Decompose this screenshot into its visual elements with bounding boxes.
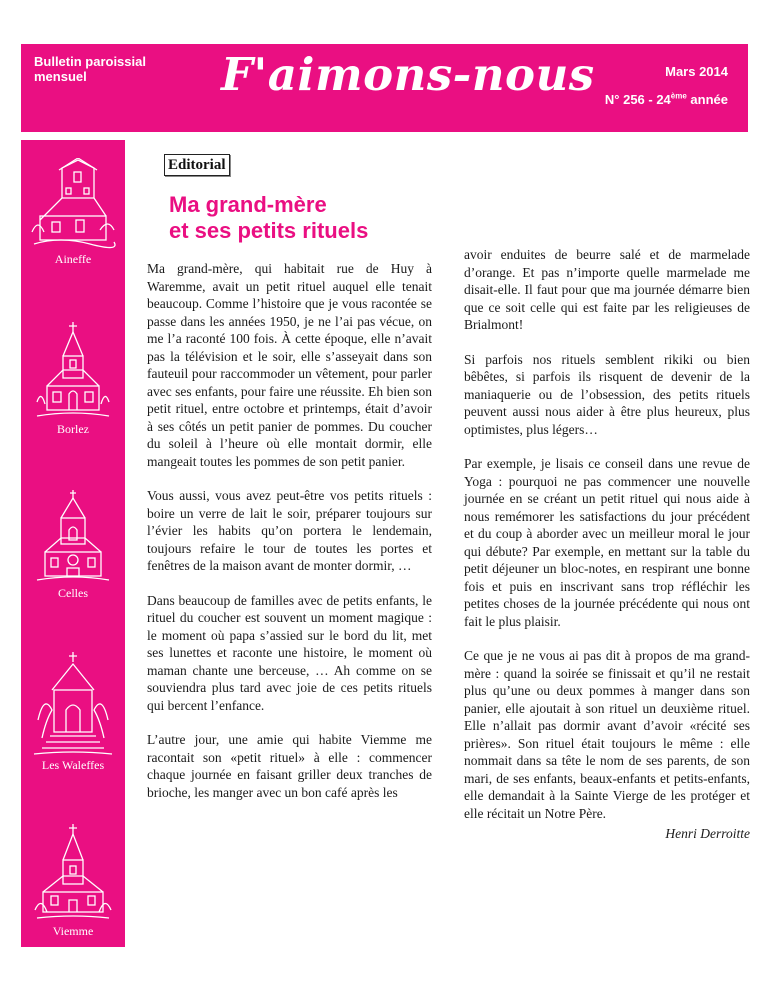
village-label: Les Waleffes xyxy=(41,758,105,772)
church-icon xyxy=(33,488,113,584)
paragraph: Ma grand-mère, qui habitait rue de Huy à Waremme, avait un petit rituel auquel elle tenait beaucoup. Comme l’histoire que je vous racontée se passe dans les années 1950, je ne l’ai pas vécue, on me l’a raconté 100 fois. À cette époque, elle n’avait pas la télévision et le soir, elle s’asseyait dans son fauteuil pour raccommoder un vêtement, pour parler avec ses enfants, pour faire une réussite. Eh bien son petit rituel, entre octobre et printemps, était d’avoir à ses côtés un petit panier de pommes. Du coucher du soleil à l’heure où elle montait dormir, elle mangeait toutes les pommes de son petit panier. xyxy=(147,261,432,469)
issue-info xyxy=(605,58,728,114)
paragraph: Par exemple, je lisais ce conseil dans une revue de Yoga : pourquoi ne pas commencer une nouvelle journée en se créant un petit rituel qui nous aide à nous remémorer les satisfactions du jour précédent et du coup à aborder avec un meilleur moral le jour qui débute? Par exemple, en mettant sur la table du petit déjeuner un bloc-notes, en respirant une bonne fois et puis en inscrivant sans trop réfléchir les petites choses de la journée précédente qui nous ont fait le plus plaisir. xyxy=(464,456,750,629)
village-celles xyxy=(21,488,125,601)
church-icon xyxy=(33,822,113,922)
village-aineffe xyxy=(21,158,125,267)
church-icon xyxy=(33,320,113,420)
author-signature: Henri Derroitte xyxy=(665,826,750,841)
village-sidebar xyxy=(21,140,125,947)
paragraph: avoir enduites de beurre salé et de marmelade d’orange. Et pas n’importe quelle marmelade me disait-elle. Il faut pour que ma journée démarre bien que ce soit celle qui est faite par les religieuses de Brialmont! xyxy=(464,247,750,332)
paragraph: L’autre jour, une amie qui habite Viemme me racontait son «petit rituel» à elle : commencer chaque journée en faisant griller deux tranches de brioche, les manger avec un bon café après les xyxy=(147,732,432,800)
issue-date: Mars 2014 xyxy=(665,64,728,79)
chapel-icon xyxy=(30,650,116,756)
headline-line2: et ses petits rituels xyxy=(169,218,369,243)
village-label: Viemme xyxy=(52,924,94,938)
church-tower-icon xyxy=(30,158,116,250)
village-les-waleffes xyxy=(21,650,125,773)
article-column-1 xyxy=(147,260,432,818)
village-label: Celles xyxy=(58,586,88,600)
issue-number: N° 256 - 24ème année xyxy=(604,91,728,107)
paragraph: Dans beaucoup de familles avec de petits enfants, le rituel du coucher est souvent un moment magique : le moment où papa s’assied sur le bord du lit, met ses lunettes et raconte une histoire, le moment où maman chante une berceuse, … Ah comme on se souviendra plus tard avec joie de ces petits rituels qui bercent l’enfance. xyxy=(147,592,432,713)
paragraph: Vous aussi, vous avez peut-être vos petits rituels : boire un verre de lait le soir, préparer toujours sur l’évier les habits qu’on portera le lendemain, toujours refaire le tour de toutes les portes et fenêtres de la maison avant de monter dormir, … xyxy=(147,488,432,573)
village-viemme xyxy=(21,822,125,939)
header-banner xyxy=(21,44,748,132)
village-borlez xyxy=(21,320,125,437)
paragraph: Si parfois nos rituels semblent rikiki ou bien bêbêtes, si parfois ils risquent de devenir de la maniaquerie ou de l’obsession, des petits rituels peuvent aussi nous aider à être plus heureux, plus optimistes, plus légers… xyxy=(464,351,750,437)
headline-line1: Ma grand-mère xyxy=(169,192,327,217)
bulletin-line1: Bulletin paroissial xyxy=(34,54,146,69)
village-label: Aineffe xyxy=(54,252,92,266)
article-headline xyxy=(169,192,429,244)
section-label: Editorial xyxy=(164,154,230,176)
village-label: Borlez xyxy=(57,422,89,436)
newsletter-title: F'aimons-nous xyxy=(221,48,595,101)
article-column-2 xyxy=(464,246,750,843)
bulletin-label xyxy=(34,54,174,84)
bulletin-line2: mensuel xyxy=(34,69,87,84)
paragraph: Ce que je ne vous ai pas dit à propos de ma grand-mère : quand la soirée se finissait et qu’il ne restait plus qu’une ou deux pommes à manger dans son panier, elle ajoutait à son rituel un deuxième rituel. Elle n’allait pas dormir avant d’avoir «récité ses prières». Son rituel était toujours le même : elle nommait dans sa tête le nom de ses parents, de son mari, de ses enfants, beaux-enfants et petits-enfants, elle demandait à la Sainte Vierge de les protéger et elle récitait un Notre Père. xyxy=(464,648,750,821)
